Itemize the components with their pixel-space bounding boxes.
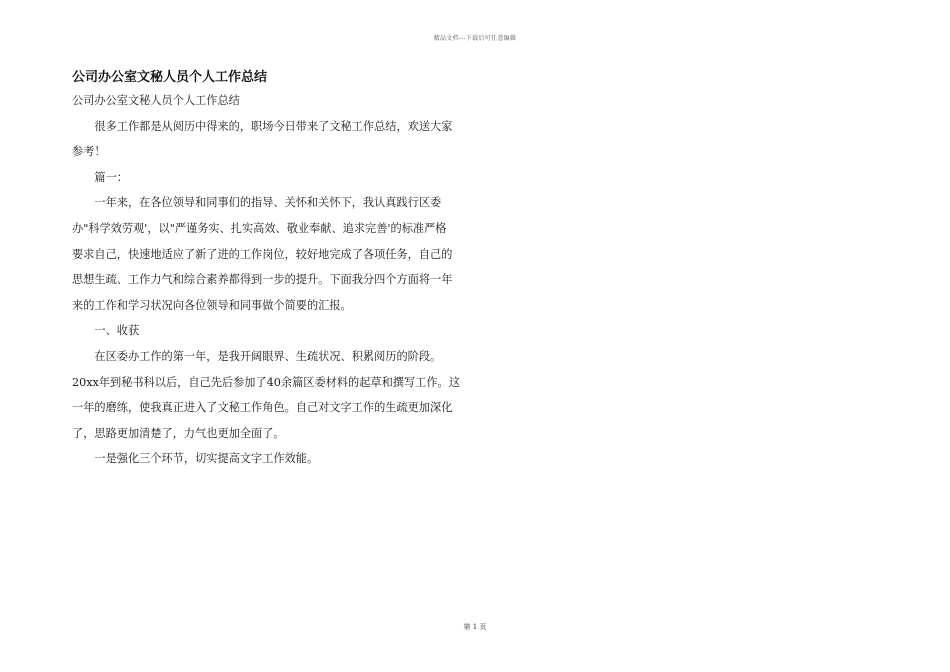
document-title: 公司办公室文秘人员个人工作总结	[72, 70, 268, 85]
body-line: 一、收获	[72, 324, 140, 338]
body-line: 了，思路更加清楚了，力气也更加全面了。	[72, 426, 285, 440]
body-line: 参考！	[72, 145, 106, 159]
body-line: 来的工作和学习状况向各位领导和同事做个简要的汇报。	[72, 298, 352, 312]
body-line: 20xx年到秘书科以后，自己先后参加了40余篇区委材料的起草和撰写工作。这	[72, 375, 460, 389]
body-line: 很多工作都是从阅历中得来的，职场今日带来了文秘工作总结，欢送大家	[72, 119, 453, 133]
body-line: 在区委办工作的第一年，是我开阔眼界、生疏状况、积累阅历的阶段。	[72, 349, 442, 363]
body-line: 办"科学效劳观'，以"严谨务实、扎实高效、敬业奉献、追求完善'的标准严格	[72, 221, 447, 235]
body-line: 一是强化三个环节，切实提高文字工作效能。	[72, 452, 319, 466]
document-body	[72, 88, 472, 472]
page-number: 第 1 页	[463, 623, 487, 631]
body-line: 公司办公室文秘人员个人工作总结	[72, 94, 240, 107]
page-header: 精品文档---下载后可任意编辑	[433, 35, 517, 42]
body-line: 一年来，在各位领导和同事们的指导、关怀和关怀下，我认真践行区委	[72, 196, 442, 210]
body-line: 思想生疏、工作力气和综合素养都得到一步的提升。下面我分四个方面将一年	[72, 273, 453, 287]
body-line: 要求自己，快速地适应了新了进的工作岗位，较好地完成了各项任务，自己的	[72, 247, 453, 261]
body-line: 一年的磨练，使我真正进入了文秘工作角色。自己对文字工作的生疏更加深化	[72, 401, 453, 415]
body-line: 篇一：	[72, 170, 128, 184]
